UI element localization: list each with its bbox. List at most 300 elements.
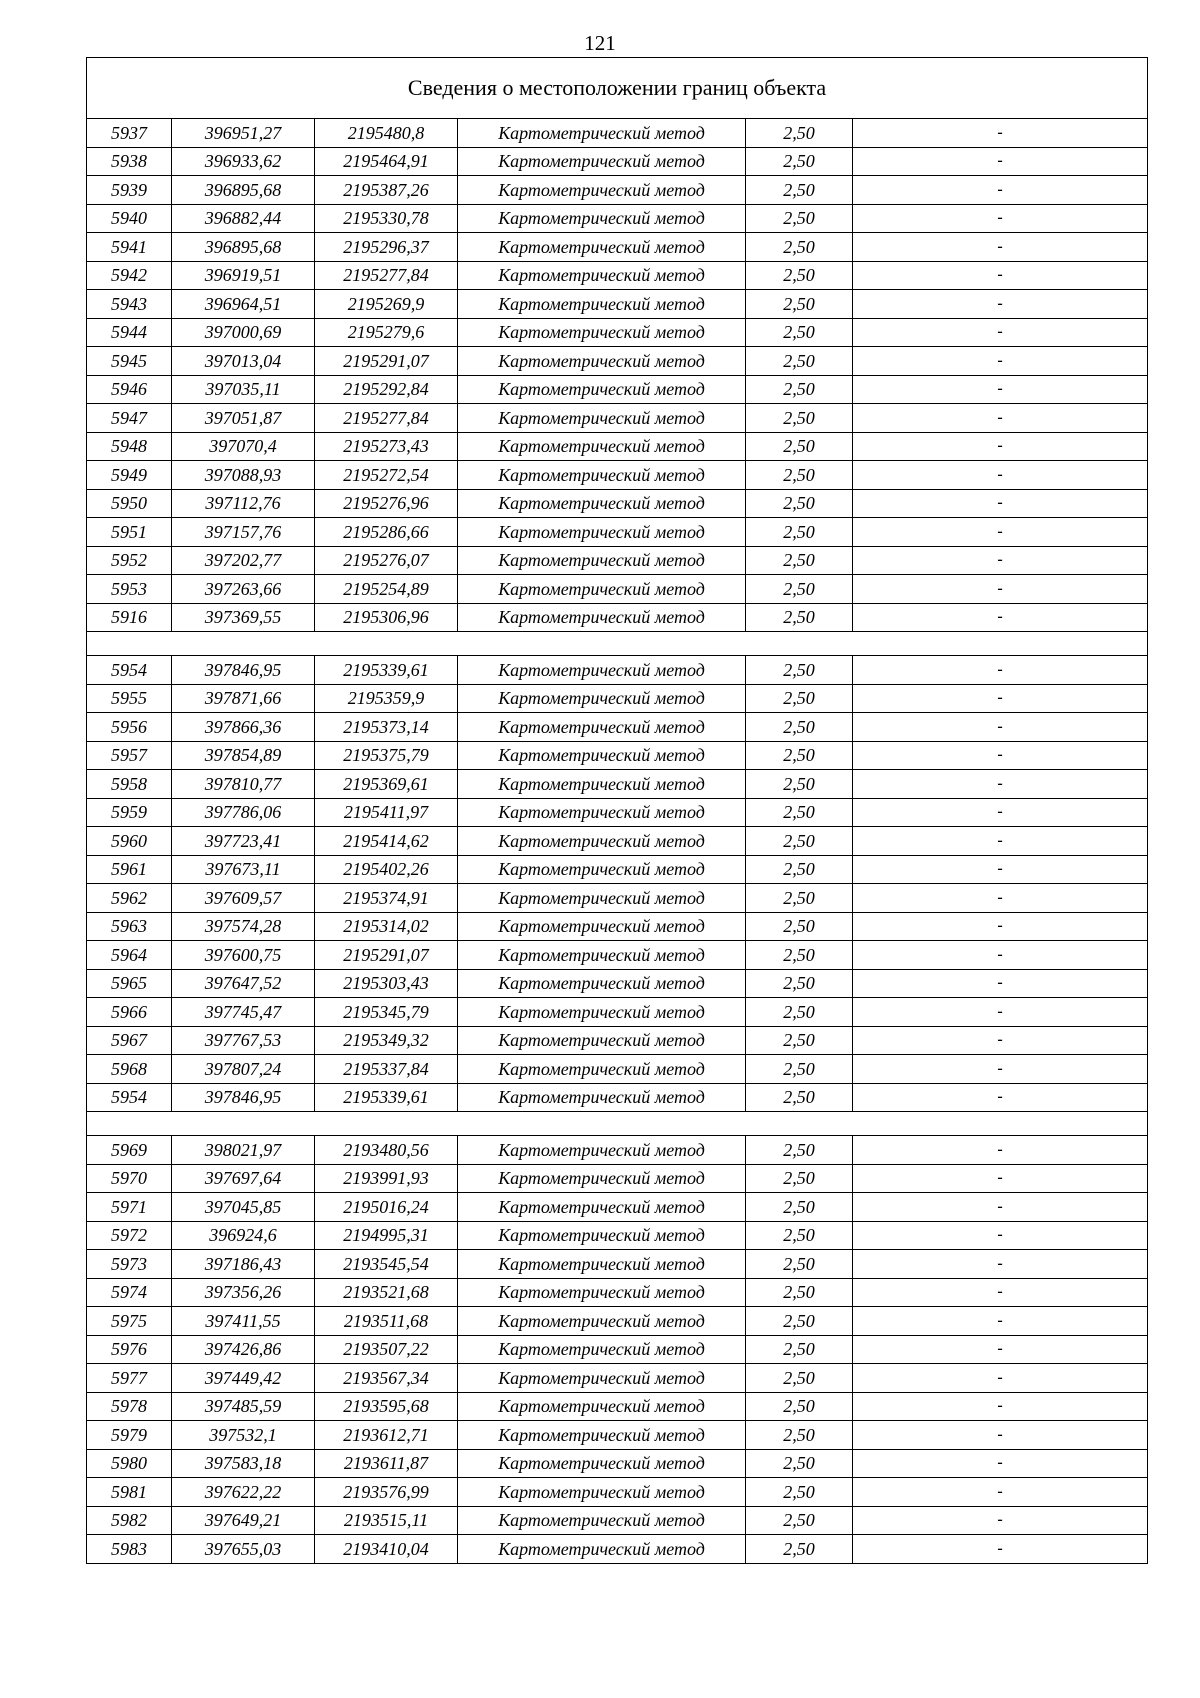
description-cell: - <box>853 798 1148 827</box>
point-number-cell: 5938 <box>87 147 172 176</box>
point-number-cell: 5953 <box>87 575 172 604</box>
coord-y-cell: 2193611,87 <box>315 1449 458 1478</box>
coord-y-cell: 2195411,97 <box>315 798 458 827</box>
description-cell: - <box>853 1335 1148 1364</box>
description-cell: - <box>853 969 1148 998</box>
description-cell: - <box>853 998 1148 1027</box>
coord-y-cell: 2195254,89 <box>315 575 458 604</box>
table-title-row <box>87 58 1148 119</box>
coord-y-cell: 2193480,56 <box>315 1136 458 1165</box>
coord-x-cell: 397673,11 <box>172 855 315 884</box>
table-row <box>87 546 1148 575</box>
section-separator-row <box>87 632 1148 656</box>
accuracy-cell: 2,50 <box>746 603 853 632</box>
accuracy-cell: 2,50 <box>746 770 853 799</box>
method-cell: Картометрический метод <box>458 461 746 490</box>
description-cell: - <box>853 1449 1148 1478</box>
accuracy-cell: 2,50 <box>746 656 853 685</box>
coord-x-cell: 396933,62 <box>172 147 315 176</box>
accuracy-cell: 2,50 <box>746 375 853 404</box>
table-row <box>87 347 1148 376</box>
point-number-cell: 5963 <box>87 912 172 941</box>
table-row <box>87 1221 1148 1250</box>
point-number-cell: 5948 <box>87 432 172 461</box>
coord-x-cell: 397112,76 <box>172 489 315 518</box>
page-number: 121 <box>584 31 616 55</box>
description-cell: - <box>853 1535 1148 1564</box>
method-cell: Картометрический метод <box>458 147 746 176</box>
accuracy-cell: 2,50 <box>746 119 853 148</box>
description-cell: - <box>853 770 1148 799</box>
accuracy-cell: 2,50 <box>746 176 853 205</box>
description-cell: - <box>853 432 1148 461</box>
coord-y-cell: 2195339,61 <box>315 1083 458 1112</box>
coord-x-cell: 397051,87 <box>172 404 315 433</box>
coord-y-cell: 2193515,11 <box>315 1506 458 1535</box>
coord-y-cell: 2195296,37 <box>315 233 458 262</box>
coord-y-cell: 2193507,22 <box>315 1335 458 1364</box>
accuracy-cell: 2,50 <box>746 941 853 970</box>
description-cell: - <box>853 1026 1148 1055</box>
description-cell: - <box>853 233 1148 262</box>
table-row <box>87 261 1148 290</box>
method-cell: Картометрический метод <box>458 489 746 518</box>
coord-x-cell: 397045,85 <box>172 1193 315 1222</box>
coord-y-cell: 2195306,96 <box>315 603 458 632</box>
table-row <box>87 741 1148 770</box>
coord-x-cell: 397088,93 <box>172 461 315 490</box>
description-cell: - <box>853 656 1148 685</box>
description-cell: - <box>853 1278 1148 1307</box>
table-row <box>87 1083 1148 1112</box>
coord-x-cell: 397723,41 <box>172 827 315 856</box>
coord-x-cell: 397854,89 <box>172 741 315 770</box>
point-number-cell: 5983 <box>87 1535 172 1564</box>
coord-y-cell: 2195016,24 <box>315 1193 458 1222</box>
accuracy-cell: 2,50 <box>746 1136 853 1165</box>
point-number-cell: 5982 <box>87 1506 172 1535</box>
coord-x-cell: 397871,66 <box>172 684 315 713</box>
coord-y-cell: 2195273,43 <box>315 432 458 461</box>
method-cell: Картометрический метод <box>458 741 746 770</box>
coord-y-cell: 2194995,31 <box>315 1221 458 1250</box>
accuracy-cell: 2,50 <box>746 546 853 575</box>
method-cell: Картометрический метод <box>458 1278 746 1307</box>
coord-y-cell: 2195359,9 <box>315 684 458 713</box>
point-number-cell: 5949 <box>87 461 172 490</box>
point-number-cell: 5947 <box>87 404 172 433</box>
table-row <box>87 770 1148 799</box>
coord-x-cell: 397070,4 <box>172 432 315 461</box>
table-row <box>87 827 1148 856</box>
description-cell: - <box>853 119 1148 148</box>
description-cell: - <box>853 1083 1148 1112</box>
table-row <box>87 518 1148 547</box>
point-number-cell: 5973 <box>87 1250 172 1279</box>
accuracy-cell: 2,50 <box>746 912 853 941</box>
method-cell: Картометрический метод <box>458 1535 746 1564</box>
coord-x-cell: 397574,28 <box>172 912 315 941</box>
description-cell: - <box>853 489 1148 518</box>
description-cell: - <box>853 741 1148 770</box>
point-number-cell: 5977 <box>87 1364 172 1393</box>
coord-y-cell: 2195303,43 <box>315 969 458 998</box>
coord-y-cell: 2195369,61 <box>315 770 458 799</box>
method-cell: Картометрический метод <box>458 827 746 856</box>
coord-x-cell: 397786,06 <box>172 798 315 827</box>
accuracy-cell: 2,50 <box>746 1478 853 1507</box>
description-cell: - <box>853 261 1148 290</box>
table-row <box>87 1364 1148 1393</box>
description-cell: - <box>853 1392 1148 1421</box>
table-row <box>87 998 1148 1027</box>
point-number-cell: 5943 <box>87 290 172 319</box>
accuracy-cell: 2,50 <box>746 1307 853 1336</box>
table-row <box>87 1535 1148 1564</box>
method-cell: Картометрический метод <box>458 603 746 632</box>
accuracy-cell: 2,50 <box>746 489 853 518</box>
accuracy-cell: 2,50 <box>746 827 853 856</box>
coord-y-cell: 2195277,84 <box>315 404 458 433</box>
accuracy-cell: 2,50 <box>746 1449 853 1478</box>
coord-y-cell: 2195373,14 <box>315 713 458 742</box>
boundary-coordinates-sheet <box>86 57 1147 1564</box>
method-cell: Картометрический метод <box>458 770 746 799</box>
description-cell: - <box>853 1506 1148 1535</box>
accuracy-cell: 2,50 <box>746 798 853 827</box>
accuracy-cell: 2,50 <box>746 233 853 262</box>
description-cell: - <box>853 518 1148 547</box>
coord-x-cell: 397745,47 <box>172 998 315 1027</box>
coord-x-cell: 396964,51 <box>172 290 315 319</box>
accuracy-cell: 2,50 <box>746 347 853 376</box>
coord-y-cell: 2195375,79 <box>315 741 458 770</box>
description-cell: - <box>853 1193 1148 1222</box>
coord-x-cell: 397369,55 <box>172 603 315 632</box>
table-row <box>87 1392 1148 1421</box>
coord-y-cell: 2193576,99 <box>315 1478 458 1507</box>
coord-x-cell: 397846,95 <box>172 656 315 685</box>
description-cell: - <box>853 603 1148 632</box>
coord-y-cell: 2195374,91 <box>315 884 458 913</box>
table-row <box>87 1506 1148 1535</box>
boundary-coordinates-table <box>86 57 1148 1564</box>
point-number-cell: 5954 <box>87 656 172 685</box>
accuracy-cell: 2,50 <box>746 741 853 770</box>
accuracy-cell: 2,50 <box>746 1421 853 1450</box>
coord-x-cell: 397263,66 <box>172 575 315 604</box>
method-cell: Картометрический метод <box>458 318 746 347</box>
section-separator <box>87 1112 1148 1136</box>
method-cell: Картометрический метод <box>458 684 746 713</box>
point-number-cell: 5980 <box>87 1449 172 1478</box>
method-cell: Картометрический метод <box>458 1136 746 1165</box>
method-cell: Картометрический метод <box>458 347 746 376</box>
coord-x-cell: 397697,64 <box>172 1164 315 1193</box>
table-row <box>87 603 1148 632</box>
point-number-cell: 5954 <box>87 1083 172 1112</box>
method-cell: Картометрический метод <box>458 713 746 742</box>
point-number-cell: 5957 <box>87 741 172 770</box>
description-cell: - <box>853 941 1148 970</box>
description-cell: - <box>853 461 1148 490</box>
description-cell: - <box>853 884 1148 913</box>
description-cell: - <box>853 546 1148 575</box>
description-cell: - <box>853 176 1148 205</box>
description-cell: - <box>853 204 1148 233</box>
method-cell: Картометрический метод <box>458 1392 746 1421</box>
point-number-cell: 5942 <box>87 261 172 290</box>
coord-x-cell: 396882,44 <box>172 204 315 233</box>
point-number-cell: 5981 <box>87 1478 172 1507</box>
method-cell: Картометрический метод <box>458 1364 746 1393</box>
accuracy-cell: 2,50 <box>746 1335 853 1364</box>
table-row <box>87 1278 1148 1307</box>
accuracy-cell: 2,50 <box>746 1026 853 1055</box>
method-cell: Картометрический метод <box>458 1055 746 1084</box>
accuracy-cell: 2,50 <box>746 1250 853 1279</box>
coord-x-cell: 396895,68 <box>172 233 315 262</box>
accuracy-cell: 2,50 <box>746 147 853 176</box>
description-cell: - <box>853 1221 1148 1250</box>
table-row <box>87 941 1148 970</box>
accuracy-cell: 2,50 <box>746 261 853 290</box>
accuracy-cell: 2,50 <box>746 1055 853 1084</box>
point-number-cell: 5958 <box>87 770 172 799</box>
point-number-cell: 5964 <box>87 941 172 970</box>
table-row <box>87 1335 1148 1364</box>
coord-x-cell: 397846,95 <box>172 1083 315 1112</box>
table-body <box>87 58 1148 1564</box>
coord-y-cell: 2195291,07 <box>315 347 458 376</box>
coord-y-cell: 2195292,84 <box>315 375 458 404</box>
table-row <box>87 1193 1148 1222</box>
point-number-cell: 5945 <box>87 347 172 376</box>
coord-y-cell: 2195480,8 <box>315 119 458 148</box>
accuracy-cell: 2,50 <box>746 432 853 461</box>
description-cell: - <box>853 1164 1148 1193</box>
point-number-cell: 5965 <box>87 969 172 998</box>
description-cell: - <box>853 713 1148 742</box>
accuracy-cell: 2,50 <box>746 404 853 433</box>
coord-x-cell: 397609,57 <box>172 884 315 913</box>
section-separator-row <box>87 1112 1148 1136</box>
point-number-cell: 5939 <box>87 176 172 205</box>
description-cell: - <box>853 375 1148 404</box>
point-number-cell: 5969 <box>87 1136 172 1165</box>
coord-x-cell: 397532,1 <box>172 1421 315 1450</box>
point-number-cell: 5950 <box>87 489 172 518</box>
coord-y-cell: 2195286,66 <box>315 518 458 547</box>
point-number-cell: 5976 <box>87 1335 172 1364</box>
method-cell: Картометрический метод <box>458 1335 746 1364</box>
table-row <box>87 204 1148 233</box>
accuracy-cell: 2,50 <box>746 855 853 884</box>
point-number-cell: 5970 <box>87 1164 172 1193</box>
coord-y-cell: 2195345,79 <box>315 998 458 1027</box>
accuracy-cell: 2,50 <box>746 969 853 998</box>
table-row <box>87 912 1148 941</box>
coord-y-cell: 2195349,32 <box>315 1026 458 1055</box>
table-row <box>87 233 1148 262</box>
coord-y-cell: 2193410,04 <box>315 1535 458 1564</box>
table-row <box>87 1307 1148 1336</box>
table-row <box>87 119 1148 148</box>
coord-y-cell: 2195464,91 <box>315 147 458 176</box>
coord-y-cell: 2193521,68 <box>315 1278 458 1307</box>
table-row <box>87 798 1148 827</box>
coord-y-cell: 2193511,68 <box>315 1307 458 1336</box>
method-cell: Картометрический метод <box>458 1449 746 1478</box>
method-cell: Картометрический метод <box>458 798 746 827</box>
accuracy-cell: 2,50 <box>746 461 853 490</box>
method-cell: Картометрический метод <box>458 1193 746 1222</box>
coord-y-cell: 2195387,26 <box>315 176 458 205</box>
coord-x-cell: 397767,53 <box>172 1026 315 1055</box>
description-cell: - <box>853 912 1148 941</box>
description-cell: - <box>853 1250 1148 1279</box>
point-number-cell: 5975 <box>87 1307 172 1336</box>
description-cell: - <box>853 575 1148 604</box>
method-cell: Картометрический метод <box>458 1250 746 1279</box>
method-cell: Картометрический метод <box>458 855 746 884</box>
method-cell: Картометрический метод <box>458 1164 746 1193</box>
description-cell: - <box>853 290 1148 319</box>
table-row <box>87 147 1148 176</box>
coord-x-cell: 396951,27 <box>172 119 315 148</box>
method-cell: Картометрический метод <box>458 233 746 262</box>
description-cell: - <box>853 1364 1148 1393</box>
section-separator <box>87 632 1148 656</box>
method-cell: Картометрический метод <box>458 969 746 998</box>
method-cell: Картометрический метод <box>458 176 746 205</box>
method-cell: Картометрический метод <box>458 261 746 290</box>
accuracy-cell: 2,50 <box>746 884 853 913</box>
point-number-cell: 5971 <box>87 1193 172 1222</box>
accuracy-cell: 2,50 <box>746 1221 853 1250</box>
method-cell: Картометрический метод <box>458 884 746 913</box>
coord-x-cell: 397655,03 <box>172 1535 315 1564</box>
accuracy-cell: 2,50 <box>746 204 853 233</box>
table-row <box>87 176 1148 205</box>
point-number-cell: 5968 <box>87 1055 172 1084</box>
point-number-cell: 5951 <box>87 518 172 547</box>
coord-y-cell: 2195276,07 <box>315 546 458 575</box>
accuracy-cell: 2,50 <box>746 518 853 547</box>
table-row <box>87 884 1148 913</box>
coord-x-cell: 397622,22 <box>172 1478 315 1507</box>
coord-x-cell: 397035,11 <box>172 375 315 404</box>
table-row <box>87 489 1148 518</box>
method-cell: Картометрический метод <box>458 1083 746 1112</box>
point-number-cell: 5941 <box>87 233 172 262</box>
coord-x-cell: 397202,77 <box>172 546 315 575</box>
point-number-cell: 5940 <box>87 204 172 233</box>
point-number-cell: 5978 <box>87 1392 172 1421</box>
method-cell: Картометрический метод <box>458 119 746 148</box>
method-cell: Картометрический метод <box>458 546 746 575</box>
description-cell: - <box>853 855 1148 884</box>
coord-x-cell: 397449,42 <box>172 1364 315 1393</box>
accuracy-cell: 2,50 <box>746 290 853 319</box>
coord-y-cell: 2195276,96 <box>315 489 458 518</box>
coord-x-cell: 397649,21 <box>172 1506 315 1535</box>
coord-x-cell: 396895,68 <box>172 176 315 205</box>
table-row <box>87 713 1148 742</box>
coord-y-cell: 2195402,26 <box>315 855 458 884</box>
method-cell: Картометрический метод <box>458 912 746 941</box>
method-cell: Картометрический метод <box>458 1307 746 1336</box>
accuracy-cell: 2,50 <box>746 1164 853 1193</box>
coord-x-cell: 397000,69 <box>172 318 315 347</box>
table-row <box>87 404 1148 433</box>
point-number-cell: 5974 <box>87 1278 172 1307</box>
point-number-cell: 5967 <box>87 1026 172 1055</box>
table-row <box>87 318 1148 347</box>
table-row <box>87 375 1148 404</box>
accuracy-cell: 2,50 <box>746 1392 853 1421</box>
method-cell: Картометрический метод <box>458 656 746 685</box>
table-row <box>87 1478 1148 1507</box>
description-cell: - <box>853 1136 1148 1165</box>
point-number-cell: 5962 <box>87 884 172 913</box>
coord-y-cell: 2193595,68 <box>315 1392 458 1421</box>
accuracy-cell: 2,50 <box>746 1535 853 1564</box>
table-row <box>87 1421 1148 1450</box>
coord-x-cell: 397810,77 <box>172 770 315 799</box>
coord-x-cell: 398021,97 <box>172 1136 315 1165</box>
table-row <box>87 1026 1148 1055</box>
coord-y-cell: 2193991,93 <box>315 1164 458 1193</box>
description-cell: - <box>853 147 1148 176</box>
coord-x-cell: 396924,6 <box>172 1221 315 1250</box>
coord-x-cell: 396919,51 <box>172 261 315 290</box>
coord-y-cell: 2195272,54 <box>315 461 458 490</box>
coord-y-cell: 2193567,34 <box>315 1364 458 1393</box>
accuracy-cell: 2,50 <box>746 684 853 713</box>
coord-y-cell: 2195279,6 <box>315 318 458 347</box>
table-row <box>87 969 1148 998</box>
table-row <box>87 1164 1148 1193</box>
method-cell: Картометрический метод <box>458 941 746 970</box>
method-cell: Картометрический метод <box>458 1221 746 1250</box>
accuracy-cell: 2,50 <box>746 713 853 742</box>
table-row <box>87 855 1148 884</box>
coord-x-cell: 397647,52 <box>172 969 315 998</box>
accuracy-cell: 2,50 <box>746 1364 853 1393</box>
coord-x-cell: 397600,75 <box>172 941 315 970</box>
point-number-cell: 5946 <box>87 375 172 404</box>
coord-x-cell: 397485,59 <box>172 1392 315 1421</box>
method-cell: Картометрический метод <box>458 1026 746 1055</box>
description-cell: - <box>853 404 1148 433</box>
table-row <box>87 1250 1148 1279</box>
accuracy-cell: 2,50 <box>746 1193 853 1222</box>
coord-x-cell: 397013,04 <box>172 347 315 376</box>
accuracy-cell: 2,50 <box>746 575 853 604</box>
coord-x-cell: 397866,36 <box>172 713 315 742</box>
coord-x-cell: 397583,18 <box>172 1449 315 1478</box>
description-cell: - <box>853 827 1148 856</box>
coord-y-cell: 2195337,84 <box>315 1055 458 1084</box>
point-number-cell: 5966 <box>87 998 172 1027</box>
point-number-cell: 5972 <box>87 1221 172 1250</box>
method-cell: Картометрический метод <box>458 375 746 404</box>
table-row <box>87 1055 1148 1084</box>
accuracy-cell: 2,50 <box>746 318 853 347</box>
point-number-cell: 5916 <box>87 603 172 632</box>
table-row <box>87 684 1148 713</box>
